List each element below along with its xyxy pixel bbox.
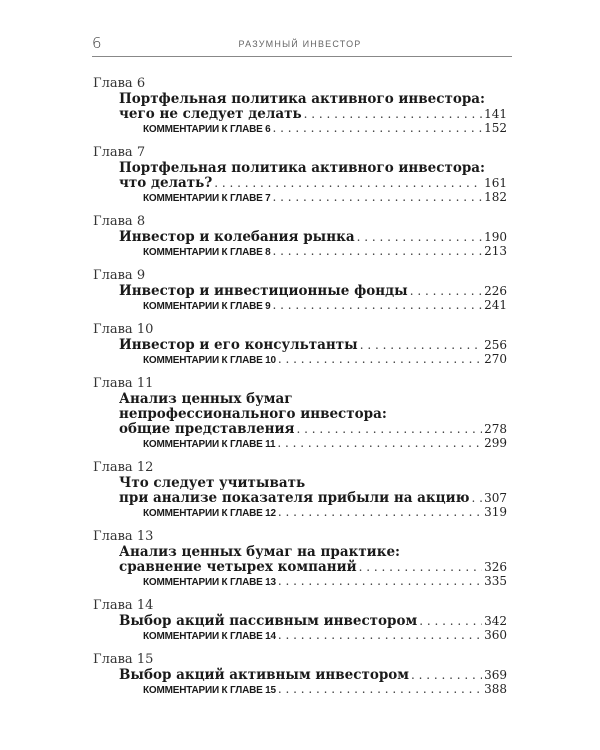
chapter-page-number: 278	[484, 422, 507, 436]
chapter-title-entry[interactable]	[93, 283, 507, 298]
dot-leader	[304, 107, 482, 121]
dot-leader	[278, 628, 482, 642]
running-title: РАЗУМНЫЙ ИНВЕСТОР	[238, 39, 362, 49]
comments-title: КОММЕНТАРИИ К ГЛАВЕ 14	[143, 631, 276, 642]
comments-title: КОММЕНТАРИИ К ГЛАВЕ 11	[143, 439, 276, 450]
chapter-title-line: при анализе показателя прибыли на акцию	[119, 490, 470, 506]
chapter-label: Глава 13	[93, 529, 154, 544]
toc-chapter	[93, 376, 507, 451]
chapter-title-line: что делать?	[119, 175, 213, 191]
chapter-title-line: Инвестор и колебания рынка	[119, 229, 355, 245]
dot-leader	[273, 244, 483, 258]
chapter-label: Глава 9	[93, 268, 146, 283]
dot-leader	[357, 230, 483, 244]
chapter-title-entry[interactable]	[93, 337, 507, 352]
comments-entry[interactable]	[93, 682, 507, 697]
toc-chapter	[93, 598, 507, 643]
chapter-label: Глава 12	[93, 460, 154, 475]
dot-leader	[359, 560, 482, 574]
chapter-page-number: 141	[484, 107, 507, 121]
chapter-page-number: 190	[484, 230, 507, 244]
comments-entry[interactable]	[93, 574, 507, 589]
chapter-title-entry[interactable]	[93, 175, 507, 190]
comments-title: КОММЕНТАРИИ К ГЛАВЕ 12	[143, 508, 276, 519]
comments-page-number: 360	[484, 628, 507, 642]
toc-chapter	[93, 529, 507, 589]
toc-chapter	[93, 145, 507, 205]
comments-page-number: 270	[484, 352, 507, 366]
toc-chapter	[93, 76, 507, 136]
toc-chapter	[93, 652, 507, 697]
comments-entry[interactable]	[93, 298, 507, 313]
dot-leader	[411, 668, 482, 682]
comments-title: КОММЕНТАРИИ К ГЛАВЕ 6	[143, 124, 271, 135]
toc-chapter	[93, 322, 507, 367]
chapter-title-line: Что следует учитывать	[119, 475, 306, 491]
dot-leader	[277, 436, 482, 450]
toc-chapter	[93, 460, 507, 520]
chapter-title-line: Портфельная политика активного инвестора:	[119, 91, 486, 107]
dot-leader	[297, 422, 483, 436]
dot-leader	[278, 682, 482, 696]
chapter-page-number: 326	[484, 560, 507, 574]
dot-leader	[278, 352, 482, 366]
dot-leader	[472, 491, 483, 505]
dot-leader	[278, 574, 482, 588]
comments-entry[interactable]	[93, 244, 507, 259]
chapter-title-line: Инвестор и инвестиционные фонды	[119, 283, 408, 299]
chapter-title-line: Портфельная политика активного инвестора:	[119, 160, 486, 176]
toc-chapter	[93, 268, 507, 313]
dot-leader	[419, 614, 482, 628]
comments-entry[interactable]	[93, 505, 507, 520]
dot-leader	[273, 121, 483, 135]
header-rule	[92, 56, 512, 57]
chapter-title-entry[interactable]	[93, 667, 507, 682]
chapter-title-line: сравнение четырех компаний	[119, 559, 357, 575]
chapter-title-entry[interactable]	[93, 106, 507, 121]
chapter-page-number: 307	[484, 491, 507, 505]
chapter-title-line: чего не следует делать	[119, 106, 302, 122]
page-number: 6	[92, 34, 102, 52]
chapter-title-line: Инвестор и его консультанты	[119, 337, 358, 353]
chapter-label: Глава 6	[93, 76, 146, 91]
chapter-title-entry[interactable]	[93, 613, 507, 628]
chapter-page-number: 161	[484, 176, 507, 190]
chapter-page-number: 369	[484, 668, 507, 682]
comments-title: КОММЕНТАРИИ К ГЛАВЕ 15	[143, 685, 276, 696]
chapter-title-line: Выбор акций пассивным инвестором	[119, 613, 418, 629]
chapter-title-entry[interactable]	[93, 421, 507, 436]
chapter-page-number: 342	[484, 614, 507, 628]
comments-entry[interactable]	[93, 352, 507, 367]
chapter-label: Глава 8	[93, 214, 146, 229]
chapter-page-number: 226	[484, 284, 507, 298]
comments-page-number: 182	[484, 190, 507, 204]
chapter-title-entry[interactable]	[93, 490, 507, 505]
chapter-label: Глава 15	[93, 652, 154, 667]
dot-leader	[410, 284, 482, 298]
comments-entry[interactable]	[93, 436, 507, 451]
comments-title: КОММЕНТАРИИ К ГЛАВЕ 8	[143, 247, 271, 258]
chapter-title-line: непрофессионального инвестора:	[119, 406, 387, 422]
chapter-label: Глава 14	[93, 598, 154, 613]
comments-entry[interactable]	[93, 628, 507, 643]
comments-title: КОММЕНТАРИИ К ГЛАВЕ 13	[143, 577, 276, 588]
chapter-title-line: Анализ ценных бумаг на практике:	[119, 544, 401, 560]
chapter-label: Глава 11	[93, 376, 154, 391]
comments-page-number: 335	[484, 574, 507, 588]
comments-title: КОММЕНТАРИИ К ГЛАВЕ 10	[143, 355, 276, 366]
comments-page-number: 213	[484, 244, 507, 258]
comments-page-number: 388	[484, 682, 507, 696]
chapter-title-entry[interactable]	[93, 559, 507, 574]
chapter-title-line: общие представления	[119, 421, 295, 437]
comments-page-number: 152	[484, 121, 507, 135]
dot-leader	[278, 505, 482, 519]
comments-page-number: 299	[484, 436, 507, 450]
table-of-contents	[93, 76, 507, 706]
dot-leader	[273, 298, 483, 312]
chapter-page-number: 256	[484, 338, 507, 352]
comments-page-number: 319	[484, 505, 507, 519]
dot-leader	[273, 190, 483, 204]
toc-chapter	[93, 214, 507, 259]
dot-leader	[214, 176, 482, 190]
comments-page-number: 241	[484, 298, 507, 312]
comments-title: КОММЕНТАРИИ К ГЛАВЕ 9	[143, 301, 271, 312]
dot-leader	[360, 338, 482, 352]
comments-entry[interactable]	[93, 121, 507, 136]
comments-entry[interactable]	[93, 190, 507, 205]
chapter-title-entry[interactable]	[93, 229, 507, 244]
chapter-label: Глава 7	[93, 145, 146, 160]
comments-title: КОММЕНТАРИИ К ГЛАВЕ 7	[143, 193, 271, 204]
chapter-title-line: Выбор акций активным инвестором	[119, 667, 410, 683]
chapter-label: Глава 10	[93, 322, 154, 337]
chapter-title-line: Анализ ценных бумаг	[119, 391, 293, 407]
